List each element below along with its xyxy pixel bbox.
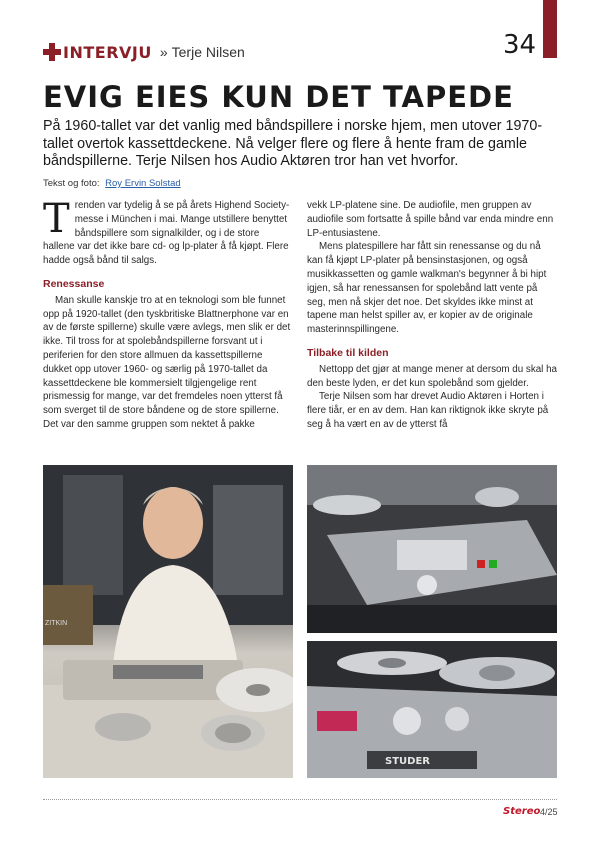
paragraph: Man skulle kanskje tro at en teknologi som ble funnet opp på 1920-tallet (den tyskbritiske Blattnerphone var en av de første spillerne) skulle være avlegs, men slik er det ikke. Til tross for at spolebåndspillerne forsvant ut i periferien for den store allmuen da kassettspillerne dukket opp utover 1960- og særlig på 1970-tallet da kassettdeckene ble kommersielt tilgjengelige rent prismessig for mange, var det fremdeles noen ytterst få som sverget til de store båndene og de store spillerne. Det var den samme gruppen som nektet å pakke [43,294,291,430]
photo-sign-text: ZITKIN [45,620,68,627]
paragraph: Terje Nilsen som har drevet Audio Aktøren i Horten i flere tiår, er en av dem. Han kan riktignok ikke skryte på seg å ha vært en av de ytterst få [307,391,549,430]
page-corner-tab [543,0,557,58]
byline-label: Tekst og foto: [43,178,100,189]
photo-brand-text: STUDER [385,756,430,767]
photo-illustration [307,641,557,778]
dropcap: T [43,196,70,242]
footer-issue: 4/25 [540,807,558,817]
subhead-renessanse: Renessanse [43,277,105,290]
paragraph: vekk LP-platene sine. De audiofile, men gruppen av audiofile som fortsatte å spille bånd var enda mindre enn LP-entusiastene. [307,200,554,239]
byline-author-link[interactable]: Roy Ervin Solstad [105,178,181,189]
paragraph: Mens platespillere har fått sin renessanse og du nå kan få kjøpt LP-plater på bensinstasjonen, og også musikkassetten og gamle walkman's begynner å bi hipt igjen, så har renessansen for spolebånd latt vente på seg, men nå skjer det noe. Det skyldes ikke minst at tapene man helst spiller av, er kopier av de originale masterinnspillingene. [307,241,547,336]
photo-terje-nilsen-tape-deck [43,465,293,778]
intro-paragraph [43,196,293,268]
article-column-right [307,199,557,432]
photo-illustration [307,465,557,633]
footer-divider [43,799,557,800]
article-lead: På 1960-tallet var det vanlig med båndspillere i norske hjem, men utover 1970-tallet overtok kassettdeckene. Nå velger flere og flere å hente fram de gamle båndspillerne. Terje Nilsen hos Audio Aktøren tror han vet hvorfor. [43,118,543,169]
breadcrumb-separator: » [159,44,168,60]
page-number: 34 [503,30,537,60]
section-header [43,38,245,66]
article-column-left [43,196,293,432]
photo-illustration [43,465,293,778]
article-title: EVIG EIES KUN DET TAPEDE [43,80,514,114]
section-label: INTERVJU [63,42,152,62]
footer-brand-logo: Stereo [503,806,541,817]
byline [43,178,181,189]
plus-icon [43,43,61,61]
subhead-tilbake-til-kilden: Tilbake til kilden [307,346,389,359]
photo-tape-deck-closeup [307,465,557,633]
intro-text: renden var tydelig å se på årets Highend Society-messe i München i mai. Mange utstillere benyttet båndspillere som signalkilder, og i de store hallene var det ikke bare cd- og lp-plater å få kjøpt. Flere hadde også bånd til salgs. [43,200,290,267]
breadcrumb-name: Terje Nilsen [171,44,245,60]
paragraph: Nettopp det gjør at mange mener at dersom du skal ha den beste lyden, er det kun spolebånd som gjelder. [307,363,557,389]
photo-studer-tape-deck [307,641,557,778]
